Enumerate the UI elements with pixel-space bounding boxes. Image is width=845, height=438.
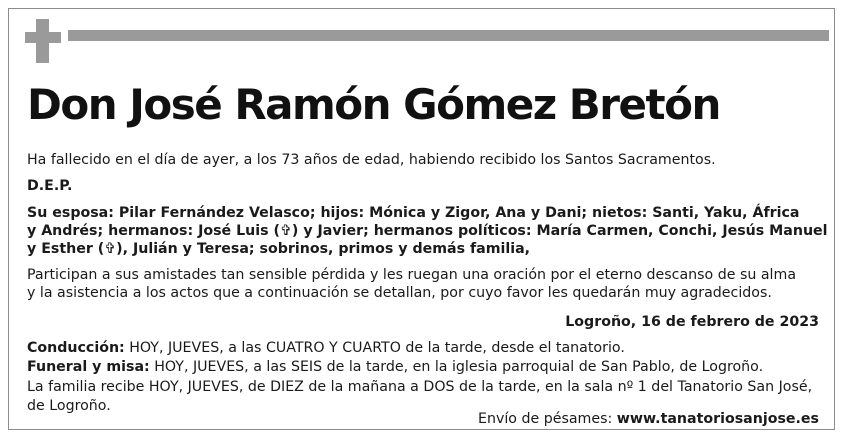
pesames-link[interactable]: www.tanatoriosanjose.es (616, 411, 819, 427)
funeral-line: Funeral y misa: HOY, JUEVES, a las SEIS de la tarde, en la iglesia parroquial de San Pablo, de Logroño. (27, 359, 764, 375)
header-rule (68, 30, 829, 41)
family-line-2: y Andrés; hermanos: José Luis (✞) y Javier; hermanos políticos: María Carmen, Conchi, Jesús Manuel (27, 223, 828, 239)
deceased-name: Don José Ramón Gómez Bretón (27, 80, 720, 129)
familia-recibe-line-2: de Logroño. (27, 398, 111, 414)
family-line-1: Su esposa: Pilar Fernández Velasco; hijos: Mónica y Zigor, Ana y Dani; nietos: Santi, Yaku, África (27, 205, 800, 221)
cross-icon (25, 19, 61, 63)
death-notice-line: Ha fallecido en el día de ayer, a los 73 años de edad, habiendo recibido los Santos Sacramentos. (27, 152, 716, 168)
participan-line-1: Participan a sus amistades tan sensible pérdida y les ruegan una oración por el eterno descanso de su alma (27, 267, 797, 283)
pesames-line: Envío de pésames: www.tanatoriosanjose.es (477, 411, 819, 427)
familia-recibe-line-1: La familia recibe HOY, JUEVES, de DIEZ de la mañana a DOS de la tarde, en la sala nº 1 del Tanatorio San José, (27, 379, 813, 395)
family-line-3: y Esther (✞), Julián y Teresa; sobrinos, primos y demás familia, (27, 241, 531, 257)
participan-line-2: y la asistencia a los actos que a continuación se detallan, por cuyo favor les quedarán muy agradecidos. (27, 285, 772, 301)
dep-label: D.E.P. (27, 178, 73, 194)
place-date: Logroño, 16 de febrero de 2023 (565, 314, 819, 330)
conduccion-line: Conducción: HOY, JUEVES, a las CUATRO Y CUARTO de la tarde, desde el tanatorio. (27, 340, 625, 356)
deceased-cross-icon: ✞ (280, 223, 292, 239)
deceased-cross-icon: ✞ (104, 241, 117, 257)
